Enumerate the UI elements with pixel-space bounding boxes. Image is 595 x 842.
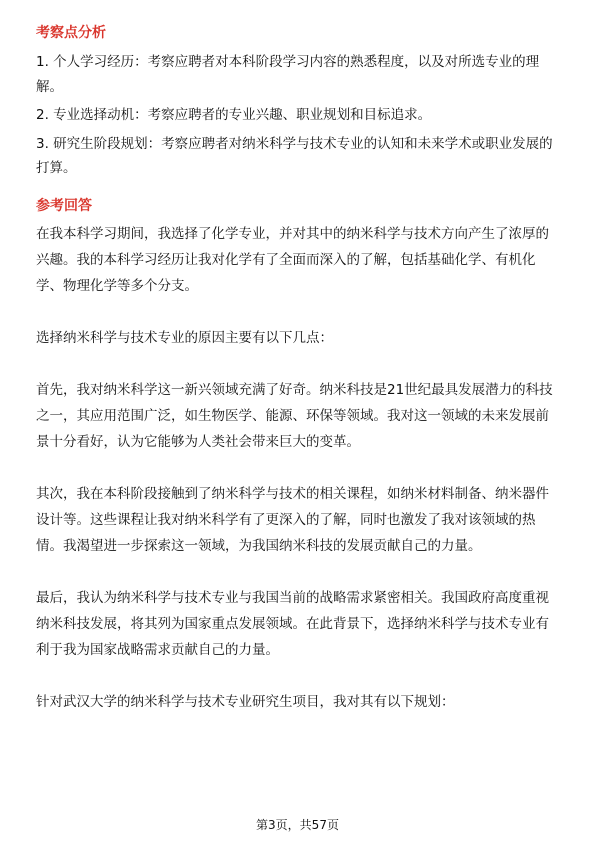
analysis-item: 3. 研究生阶段规划：考察应聘者对纳米科学与技术专业的认知和未来学术或职业发展的打算。: [36, 135, 553, 176]
answer-paragraph: 首先，我对纳米科学这一新兴领域充满了好奇。纳米科技是21世纪最具发展潜力的科技之一，其应用范围广泛，如生物医学、能源、环保等领域。我对这一领域的未来发展前景十分看好，认为它能够为人类社会带来巨大的变革。: [36, 381, 553, 450]
answer-heading: 参考回答: [36, 197, 92, 214]
answer-paragraph: 最后，我认为纳米科学与技术专业与我国当前的战略需求紧密相关。我国政府高度重视纳米科技发展，将其列为国家重点发展领域。在此背景下，选择纳米科学与技术专业有利于我为国家战略需求贡献自己的力量。: [36, 589, 549, 658]
answer-body: [36, 221, 562, 715]
analysis-item: 1. 个人学习经历：考察应聘者对本科阶段学习内容的熟悉程度，以及对所选专业的理解。: [36, 54, 540, 95]
answer-paragraph: 针对武汉大学的纳米科学与技术专业研究生项目，我对其有以下规划：: [36, 693, 455, 710]
analysis-list: [36, 50, 562, 181]
answer-paragraph: 选择纳米科学与技术专业的原因主要有以下几点：: [36, 329, 333, 346]
answer-paragraph: 在我本科学习期间，我选择了化学专业，并对其中的纳米科学与技术方向产生了浓厚的兴趣。我的本科学习经历让我对化学有了全面而深入的了解，包括基础化学、有机化学、物理化学等多个分支。: [36, 225, 549, 294]
page-number: 第3页，共57页: [256, 818, 339, 832]
answer-paragraph: 其次，我在本科阶段接触到了纳米科学与技术的相关课程，如纳米材料制备、纳米器件设计等。这些课程让我对纳米科学有了更深入的了解，同时也激发了我对该领域的热情。我渴望进一步探索这一领域，为我国纳米科技的发展贡献自己的力量。: [36, 485, 549, 554]
analysis-heading: 考察点分析: [36, 25, 106, 41]
analysis-item: 2. 专业选择动机：考察应聘者的专业兴趣、职业规划和目标追求。: [36, 107, 432, 123]
document-page: [36, 22, 562, 715]
